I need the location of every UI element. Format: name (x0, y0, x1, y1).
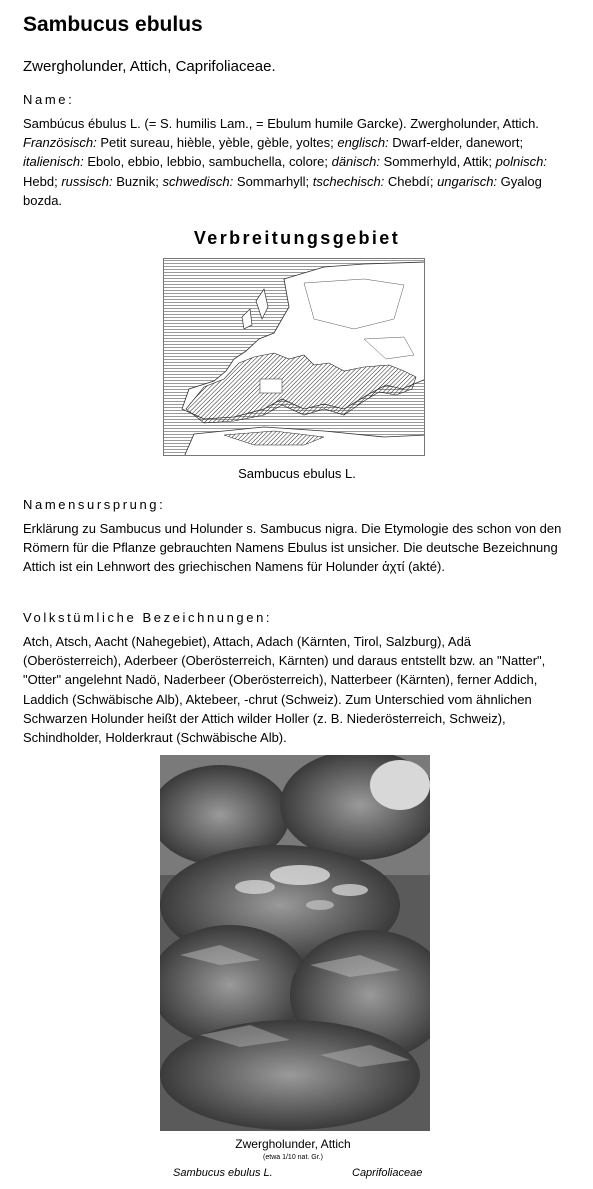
language-label: polnisch: (495, 154, 547, 170)
name-heading: Name: (23, 92, 75, 107)
name-paragraph (23, 114, 571, 210)
language-label: Französisch: (23, 135, 97, 151)
name-text-run: Chebdí; (384, 173, 438, 189)
distribution-map (163, 258, 425, 456)
language-label: russisch: (61, 173, 113, 189)
photo-caption-scale: (etwa 1/10 nat. Gr.) (263, 1154, 323, 1161)
distribution-heading: Verbreitungsgebiet (193, 228, 401, 248)
language-label: englisch: (337, 135, 389, 151)
page-subtitle: Zwergholunder, Attich, Caprifoliaceae. (23, 58, 276, 75)
name-text-run: Sommarhyll; (233, 173, 313, 189)
name-text-run: Buznik; (112, 173, 163, 189)
origin-paragraph: Erklärung zu Sambucus und Holunder s. Sambucus nigra. Die Etymologie des schon von den Römern für die Pflanze gebrauchten Namens Ebulus ist unsicher. Die deutsche Bezeichnung Attich ist ein Lehnwort des griechischen Namens für Holunder ἀχτί (akté). (23, 521, 562, 575)
photo-caption-title: Zwergholunder, Attich (235, 1137, 351, 1151)
language-label: dänisch: (331, 154, 381, 170)
language-label: tschechisch: (312, 173, 385, 189)
name-text-run: Petit sureau, hièble, yèble, gèble, yoltes; (96, 135, 338, 151)
page-title: Sambucus ebulus (23, 13, 203, 36)
name-text-run: Gyalog bozda. (23, 173, 542, 208)
name-text-run: Dwarf-elder, danewort; (388, 135, 524, 151)
name-text-run: Sambúcus ébulus L. (= S. humilis Lam., = Ebulum humile Garcke). Zwergholunder, Attich. (23, 116, 539, 131)
plant-photo-image (160, 755, 430, 1131)
plant-photo (160, 755, 430, 1131)
folk-names-paragraph: Atch, Atsch, Aacht (Nahegebiet), Attach, Adach (Kärnten, Tirol, Salzburg), Adä (Oberösterreich), Aderbeer (Oberösterreich, Kärnten) und daraus entstellt bzw. an "Natter", "Otter" angelehnt Nadö, Naderbeer (Oberösterreich), Natterbeer (Kärnten), ferner Addich, Laddich (Schwäbische Alb), Aktebeer, -chrut (Schweiz). Zum Unterschied vom ähnlichen Schwarzen Holunder heißt der Attich wilder Holler (z. B. Niederösterreich, Schweiz), Schindholder, Holderkraut (Schwäbische Alb). (23, 634, 546, 746)
europe-map-image (164, 259, 425, 456)
language-label: schwedisch: (162, 173, 234, 189)
language-label: ungarisch: (437, 173, 498, 189)
photo-caption-family: Caprifoliaceae (352, 1167, 423, 1179)
name-text-run: Hebd; (23, 173, 62, 189)
photo-caption-latin-name: Sambucus ebulus L. (173, 1167, 273, 1179)
language-label: italienisch: (23, 154, 84, 170)
map-caption: Sambucus ebulus L. (238, 466, 356, 481)
folk-names-heading: Volkstümliche Bezeichnungen: (23, 610, 273, 625)
origin-heading: Namensursprung: (23, 497, 166, 512)
name-text-run: Sommerhyld, Attik; (380, 154, 496, 170)
name-text-run: Ebolo, ebbio, lebbio, sambuchella, colore; (83, 154, 332, 170)
